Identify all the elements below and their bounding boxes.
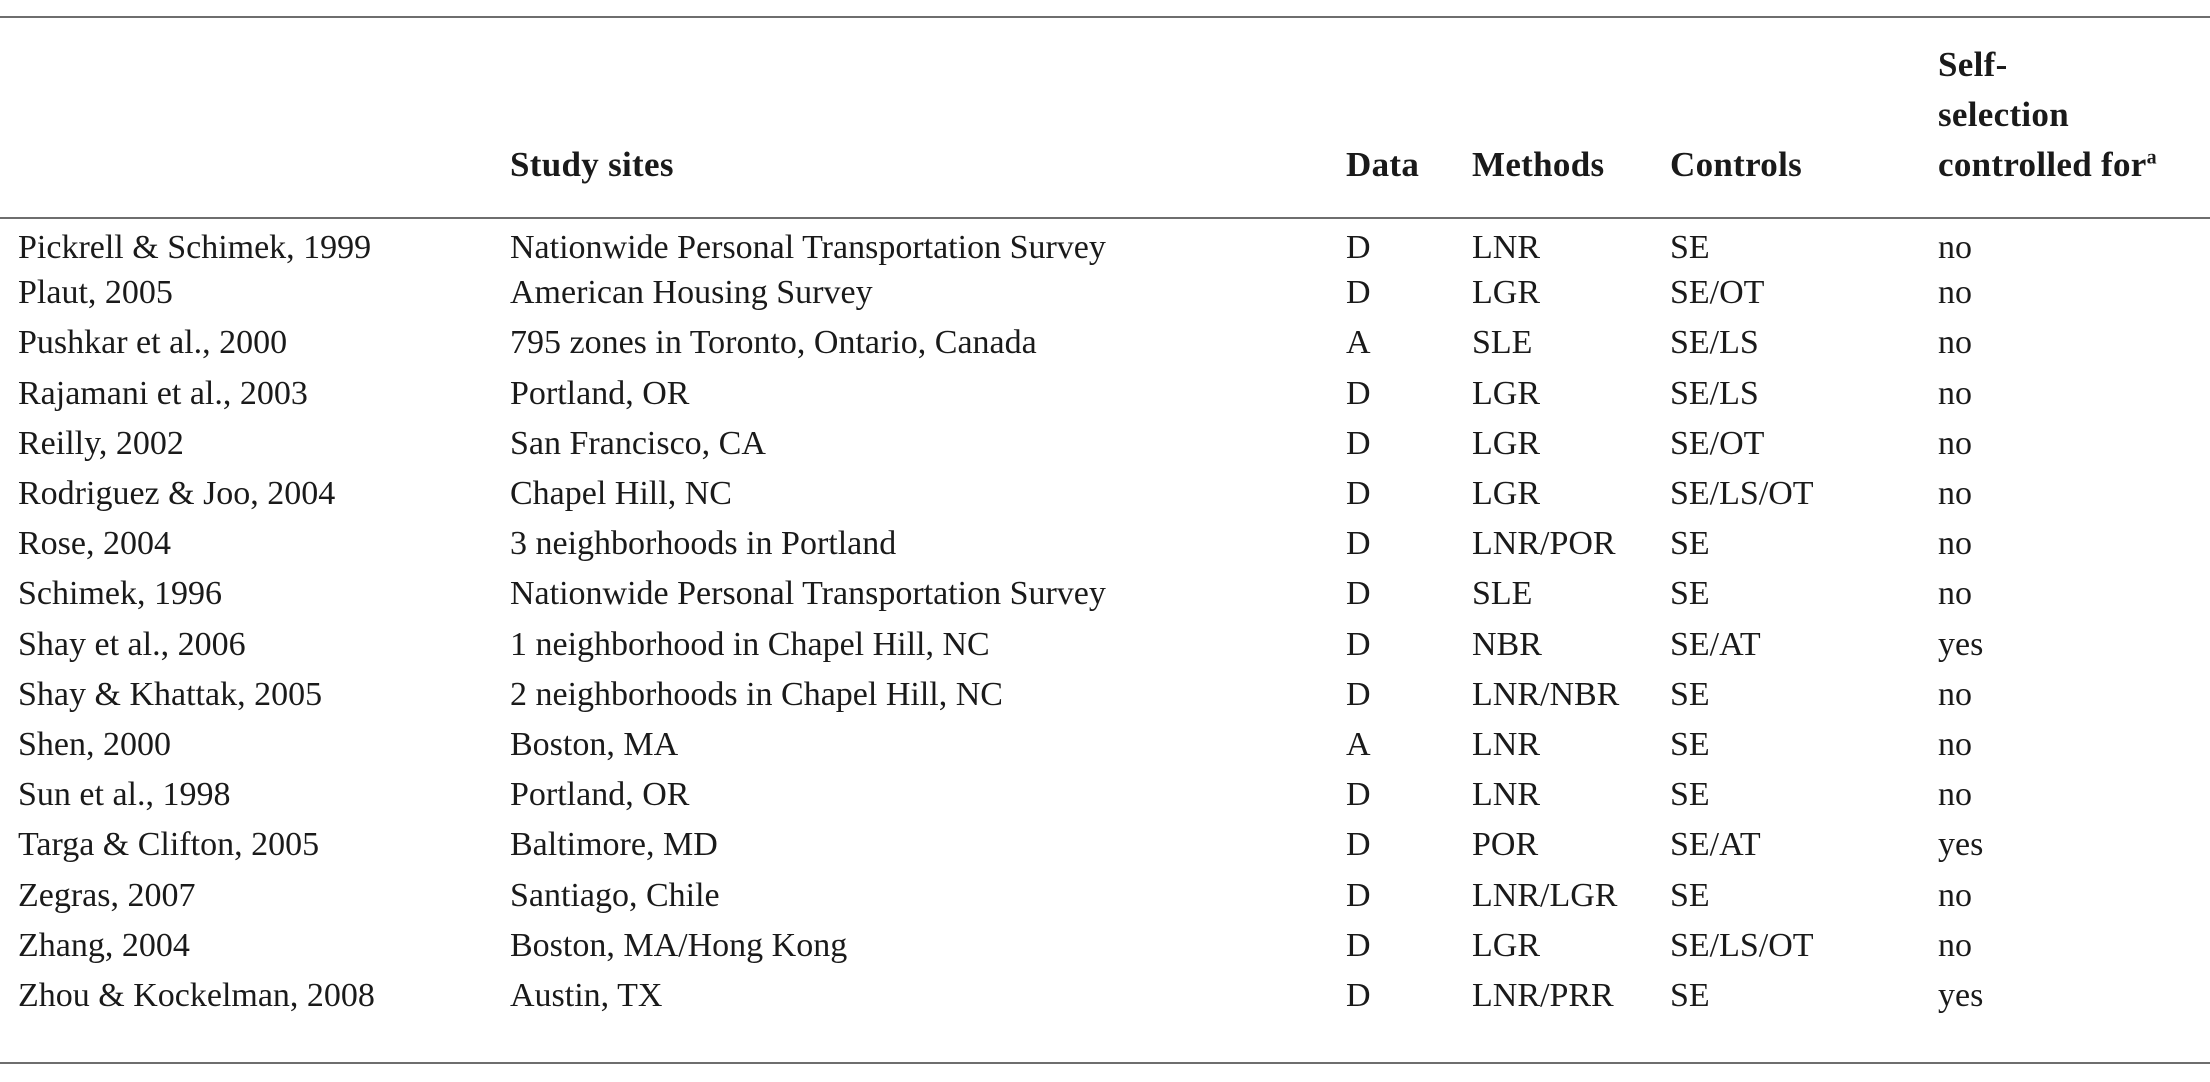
cell-methods: LNR	[1472, 229, 1540, 267]
cell-author: Reilly, 2002	[18, 424, 184, 462]
cell-self-selection: no	[1938, 725, 1972, 763]
cell-methods: LNR	[1472, 776, 1540, 814]
table-row	[0, 569, 2210, 619]
cell-data: A	[1346, 324, 1371, 362]
cell-author: Zhou & Kockelman, 2008	[18, 976, 375, 1014]
cell-study-site: Chapel Hill, NC	[510, 475, 732, 513]
cell-methods: LNR/POR	[1472, 525, 1616, 563]
cell-controls: SE/AT	[1670, 625, 1761, 663]
cell-self-selection: no	[1938, 374, 1972, 412]
cell-self-selection: no	[1938, 274, 1972, 312]
cell-controls: SE	[1670, 525, 1710, 563]
cell-controls: SE/OT	[1670, 424, 1765, 462]
cell-author: Pushkar et al., 2000	[18, 324, 288, 362]
cell-data: D	[1346, 424, 1371, 462]
bottom-rule	[0, 1062, 2210, 1064]
cell-data: D	[1346, 675, 1371, 713]
cell-author: Sun et al., 1998	[18, 776, 231, 814]
cell-controls: SE	[1670, 725, 1710, 763]
cell-data: D	[1346, 374, 1371, 412]
cell-study-site: 795 zones in Toronto, Ontario, Canada	[510, 324, 1037, 362]
cell-data: A	[1346, 725, 1371, 763]
table-row	[0, 419, 2210, 469]
cell-methods: LGR	[1472, 475, 1540, 513]
cell-author: Zhang, 2004	[18, 926, 190, 964]
cell-self-selection: no	[1938, 876, 1972, 914]
header-self-selection-line3: controlled for	[1938, 145, 2147, 184]
cell-study-site: Baltimore, MD	[510, 826, 718, 864]
cell-self-selection: yes	[1938, 976, 1984, 1014]
cell-controls: SE/LS/OT	[1670, 926, 1814, 964]
cell-author: Targa & Clifton, 2005	[18, 826, 320, 864]
cell-study-site: Boston, MA	[510, 725, 679, 763]
cell-study-site: Portland, OR	[510, 374, 690, 412]
cell-controls: SE/LS/OT	[1670, 475, 1814, 513]
cell-self-selection: yes	[1938, 826, 1984, 864]
cell-controls: SE	[1670, 876, 1710, 914]
table-body	[0, 218, 2210, 1021]
cell-controls: SE/AT	[1670, 826, 1761, 864]
table-row	[0, 971, 2210, 1021]
cell-methods: SLE	[1472, 575, 1533, 613]
table-row	[0, 670, 2210, 720]
header-data: Data	[1346, 145, 1420, 184]
cell-study-site: Nationwide Personal Transportation Survey	[510, 575, 1106, 613]
table-row	[0, 720, 2210, 770]
cell-study-site: 2 neighborhoods in Chapel Hill, NC	[510, 675, 1003, 713]
cell-study-site: Boston, MA/Hong Kong	[510, 926, 848, 964]
cell-self-selection: no	[1938, 424, 1972, 462]
cell-data: D	[1346, 926, 1371, 964]
cell-study-site: 3 neighborhoods in Portland	[510, 525, 897, 563]
cell-self-selection: no	[1938, 575, 1972, 613]
cell-data: D	[1346, 976, 1371, 1014]
footnote-marker: a	[2146, 146, 2157, 169]
cell-author: Shay et al., 2006	[18, 625, 246, 663]
table-row	[0, 469, 2210, 519]
cell-data: D	[1346, 776, 1371, 814]
cell-author: Plaut, 2005	[18, 274, 173, 312]
cell-data: D	[1346, 625, 1371, 663]
header-study-sites: Study sites	[510, 145, 674, 184]
cell-study-site: San Francisco, CA	[510, 424, 766, 462]
cell-study-site: 1 neighborhood in Chapel Hill, NC	[510, 625, 990, 663]
table-row	[0, 519, 2210, 569]
cell-methods: LGR	[1472, 926, 1540, 964]
table-row	[0, 921, 2210, 971]
table-row	[0, 770, 2210, 820]
header-self-selection-line2: selection	[1938, 95, 2069, 134]
cell-author: Schimek, 1996	[18, 575, 222, 613]
cell-author: Rodriguez & Joo, 2004	[18, 475, 336, 513]
cell-data: D	[1346, 229, 1371, 267]
cell-controls: SE	[1670, 776, 1710, 814]
cell-author: Pickrell & Schimek, 1999	[18, 229, 372, 267]
cell-controls: SE/LS	[1670, 324, 1759, 362]
cell-self-selection: no	[1938, 229, 1972, 267]
table-row	[0, 318, 2210, 368]
header-methods: Methods	[1472, 145, 1605, 184]
cell-controls: SE/OT	[1670, 274, 1765, 312]
cell-study-site: American Housing Survey	[510, 274, 873, 312]
header-controls: Controls	[1670, 145, 1803, 184]
cell-data: D	[1346, 575, 1371, 613]
cell-data: D	[1346, 826, 1371, 864]
table-row	[0, 218, 2210, 268]
cell-study-site: Portland, OR	[510, 776, 690, 814]
cell-methods: LGR	[1472, 374, 1540, 412]
header-self-selection-line1: Self-	[1938, 45, 2008, 84]
cell-author: Rajamani et al., 2003	[18, 374, 308, 412]
cell-methods: LNR/PRR	[1472, 976, 1614, 1014]
cell-author: Zegras, 2007	[18, 876, 196, 914]
cell-methods: POR	[1472, 826, 1539, 864]
header-self-selection	[1938, 0, 2210, 218]
cell-self-selection: no	[1938, 776, 1972, 814]
cell-controls: SE	[1670, 675, 1710, 713]
cell-data: D	[1346, 274, 1371, 312]
header-row	[0, 0, 2210, 218]
cell-methods: LGR	[1472, 274, 1540, 312]
cell-methods: LNR/LGR	[1472, 876, 1618, 914]
table-row	[0, 870, 2210, 920]
cell-controls: SE	[1670, 229, 1710, 267]
cell-controls: SE/LS	[1670, 374, 1759, 412]
cell-methods: NBR	[1472, 625, 1542, 663]
cell-self-selection: no	[1938, 525, 1972, 563]
cell-data: D	[1346, 876, 1371, 914]
cell-author: Rose, 2004	[18, 525, 171, 563]
table-row	[0, 268, 2210, 318]
cell-study-site: Austin, TX	[510, 976, 663, 1014]
cell-self-selection: no	[1938, 324, 1972, 362]
cell-methods: LGR	[1472, 424, 1540, 462]
cell-author: Shen, 2000	[18, 725, 171, 763]
cell-methods: LNR/NBR	[1472, 675, 1620, 713]
table-row	[0, 820, 2210, 870]
cell-study-site: Nationwide Personal Transportation Survey	[510, 229, 1106, 267]
header-author	[0, 0, 510, 218]
table-row	[0, 369, 2210, 419]
cell-data: D	[1346, 525, 1371, 563]
cell-self-selection: yes	[1938, 625, 1984, 663]
cell-controls: SE	[1670, 976, 1710, 1014]
cell-study-site: Santiago, Chile	[510, 876, 720, 914]
cell-self-selection: no	[1938, 926, 1972, 964]
table-row	[0, 620, 2210, 670]
cell-author: Shay & Khattak, 2005	[18, 675, 323, 713]
cell-self-selection: no	[1938, 675, 1972, 713]
cell-self-selection: no	[1938, 475, 1972, 513]
cell-methods: LNR	[1472, 725, 1540, 763]
cell-methods: SLE	[1472, 324, 1533, 362]
cell-data: D	[1346, 475, 1371, 513]
cell-controls: SE	[1670, 575, 1710, 613]
